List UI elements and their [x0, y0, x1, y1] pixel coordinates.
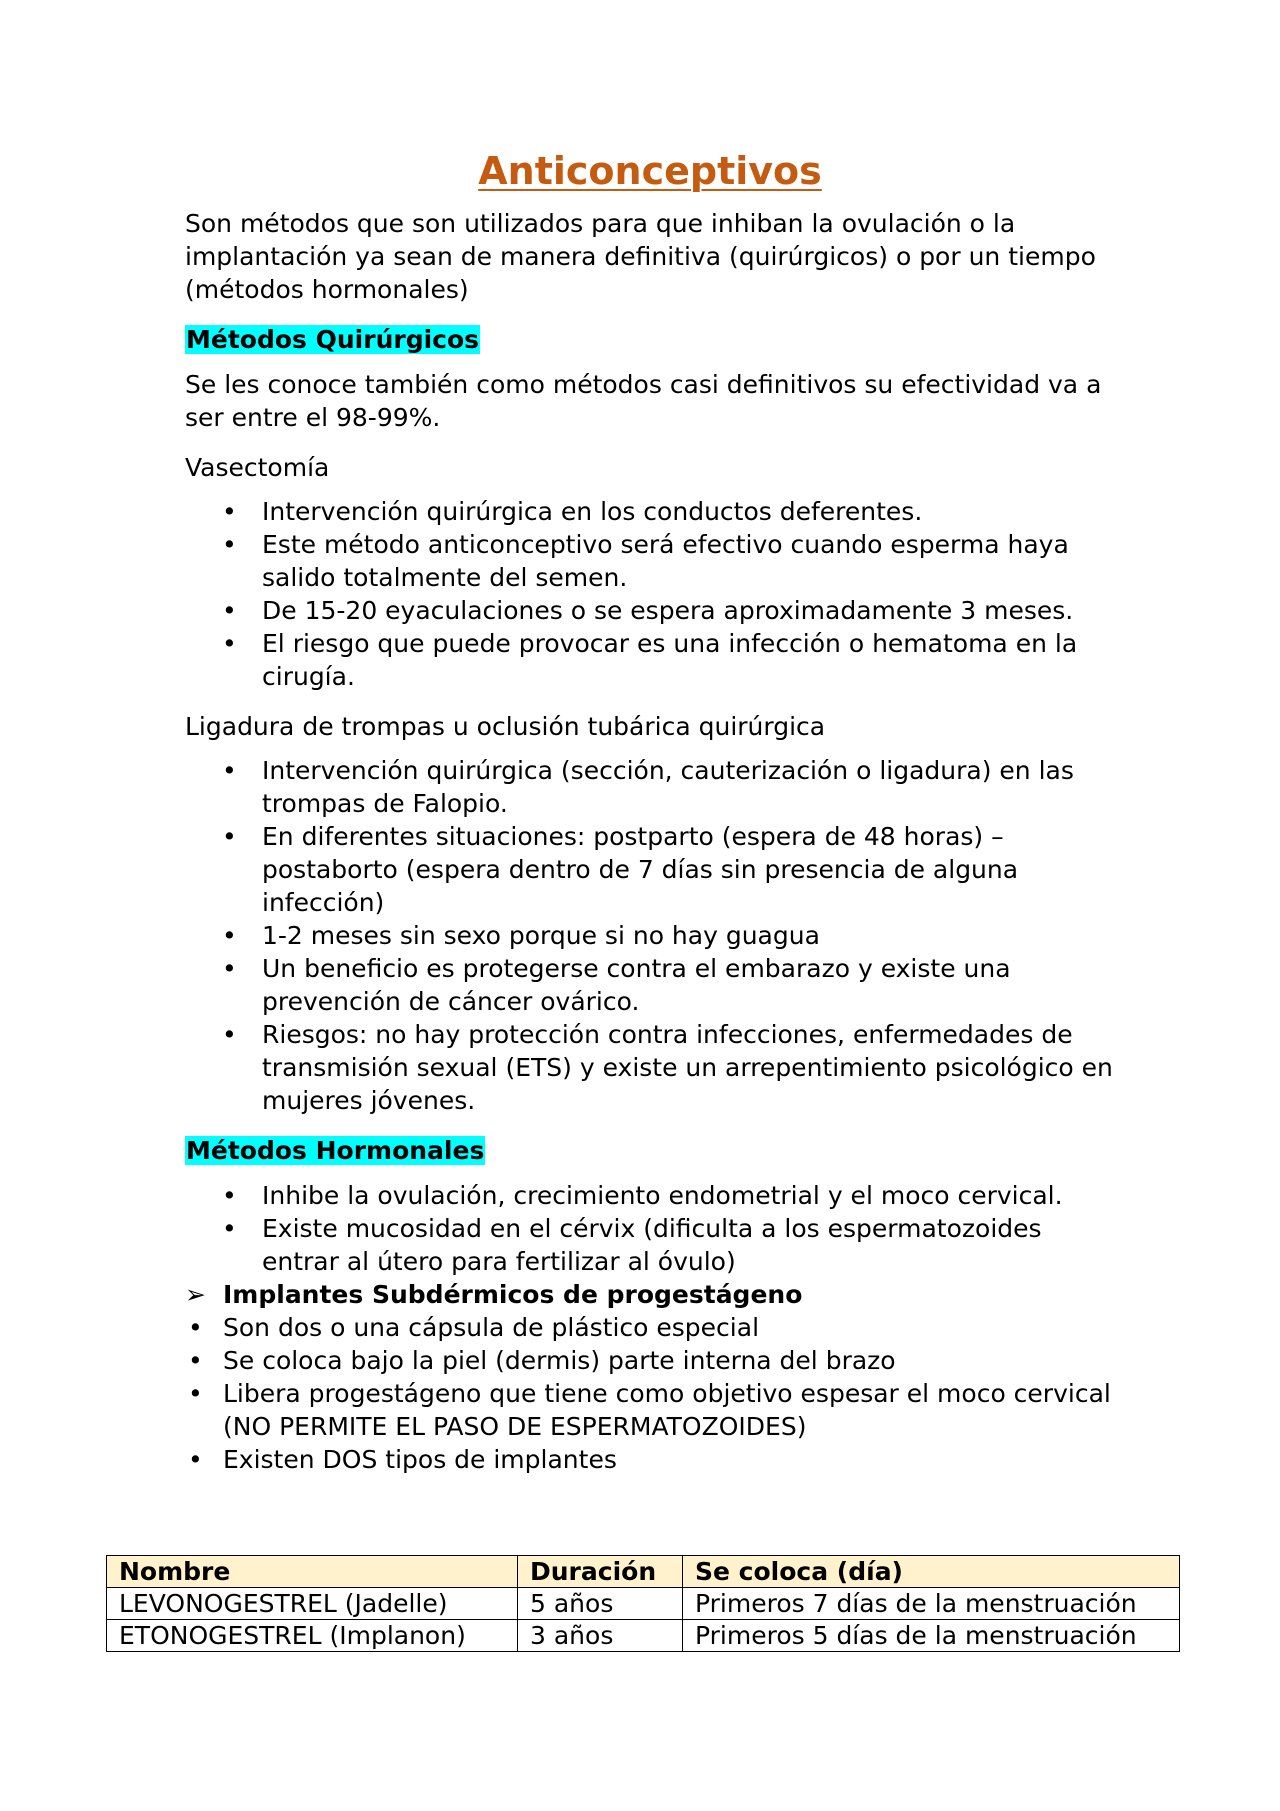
table-header-cell: Duración: [518, 1556, 683, 1588]
list-item: • El riesgo que puede provocar es una infección o hematoma en la cirugía.: [185, 627, 1115, 693]
table-row: [107, 1620, 1180, 1652]
section-heading-quirurgicos: [185, 323, 1115, 356]
list-item: • Se coloca bajo la piel (dermis) parte interna del brazo: [185, 1344, 1115, 1377]
list-item: • Este método anticonceptivo será efectivo cuando esperma haya salido totalmente del semen.: [185, 528, 1115, 594]
list-item: • 1-2 meses sin sexo porque si no hay guagua: [185, 919, 1115, 952]
list-item: • Existe mucosidad en el cérvix (dificulta a los espermatozoides entrar al útero para fertilizar al óvulo): [185, 1212, 1115, 1278]
implants-table: [106, 1555, 1180, 1652]
list-item: • Intervención quirúrgica en los conductos deferentes.: [185, 495, 1115, 528]
list-item: • Inhibe la ovulación, crecimiento endometrial y el moco cervical.: [185, 1179, 1115, 1212]
implantes-title: Implantes Subdérmicos de progestágeno: [223, 1280, 803, 1309]
table-cell: 3 años: [518, 1620, 683, 1652]
ligadura-list: [185, 754, 1115, 1117]
subsection-title-vasectomia: Vasectomía: [185, 453, 330, 482]
table-cell: LEVONOGESTREL (Jadelle): [107, 1588, 518, 1620]
list-item: • Un beneficio es protegerse contra el embarazo y existe una prevención de cáncer ovárico.: [185, 952, 1115, 1018]
subsection-title-ligadura: Ligadura de trompas u oclusión tubárica quirúrgica: [185, 712, 826, 741]
table-cell: 5 años: [518, 1588, 683, 1620]
arrow-bullet-icon: ➢: [185, 1280, 206, 1309]
list-item: • Libera progestágeno que tiene como objetivo espesar el moco cervical (NO PERMITE EL PASO DE ESPERMATOZOIDES): [185, 1377, 1115, 1443]
list-item: • Intervención quirúrgica (sección, cauterización o ligadura) en las trompas de Falopio.: [185, 754, 1115, 820]
table-header-row: [107, 1556, 1180, 1588]
table-header-cell: Se coloca (día): [683, 1556, 1180, 1588]
intro-paragraph: Son métodos que son utilizados para que inhiban la ovulación o la implantación ya sean de manera definitiva (quirúrgicos) o por un tiempo (métodos hormonales): [185, 209, 1096, 304]
page-title: Anticonceptivos: [478, 149, 822, 193]
table-cell: ETONOGESTREL (Implanon): [107, 1620, 518, 1652]
table-cell: Primeros 5 días de la menstruación: [683, 1620, 1180, 1652]
quirurgicos-description: Se les conoce también como métodos casi definitivos su efectividad va a ser entre el 98-99%.: [185, 370, 1102, 432]
hormonales-list: [185, 1179, 1115, 1278]
list-item: • En diferentes situaciones: postparto (espera de 48 horas) – postaborto (espera dentro de 7 días sin presencia de alguna infección): [185, 820, 1115, 919]
table-cell: Primeros 7 días de la menstruación: [683, 1588, 1180, 1620]
table-row: [107, 1588, 1180, 1620]
list-item: • Existen DOS tipos de implantes: [185, 1443, 1115, 1476]
vasectomia-list: [185, 495, 1115, 693]
document-body: [185, 148, 1115, 1476]
list-item: • Riesgos: no hay protección contra infecciones, enfermedades de transmisión sexual (ETS) y existe un arrepentimiento psicológico en mujeres jóvenes.: [185, 1018, 1115, 1117]
section-heading-hormonales: [185, 1134, 1115, 1167]
table-header-cell: Nombre: [107, 1556, 518, 1588]
highlighted-heading: Métodos Hormonales: [186, 1136, 485, 1165]
implantes-list: [185, 1311, 1115, 1476]
highlighted-heading: Métodos Quirúrgicos: [186, 325, 480, 354]
list-item: • De 15-20 eyaculaciones o se espera aproximadamente 3 meses.: [185, 594, 1115, 627]
list-item: • Son dos o una cápsula de plástico especial: [185, 1311, 1115, 1344]
implantes-heading: [185, 1278, 1115, 1311]
